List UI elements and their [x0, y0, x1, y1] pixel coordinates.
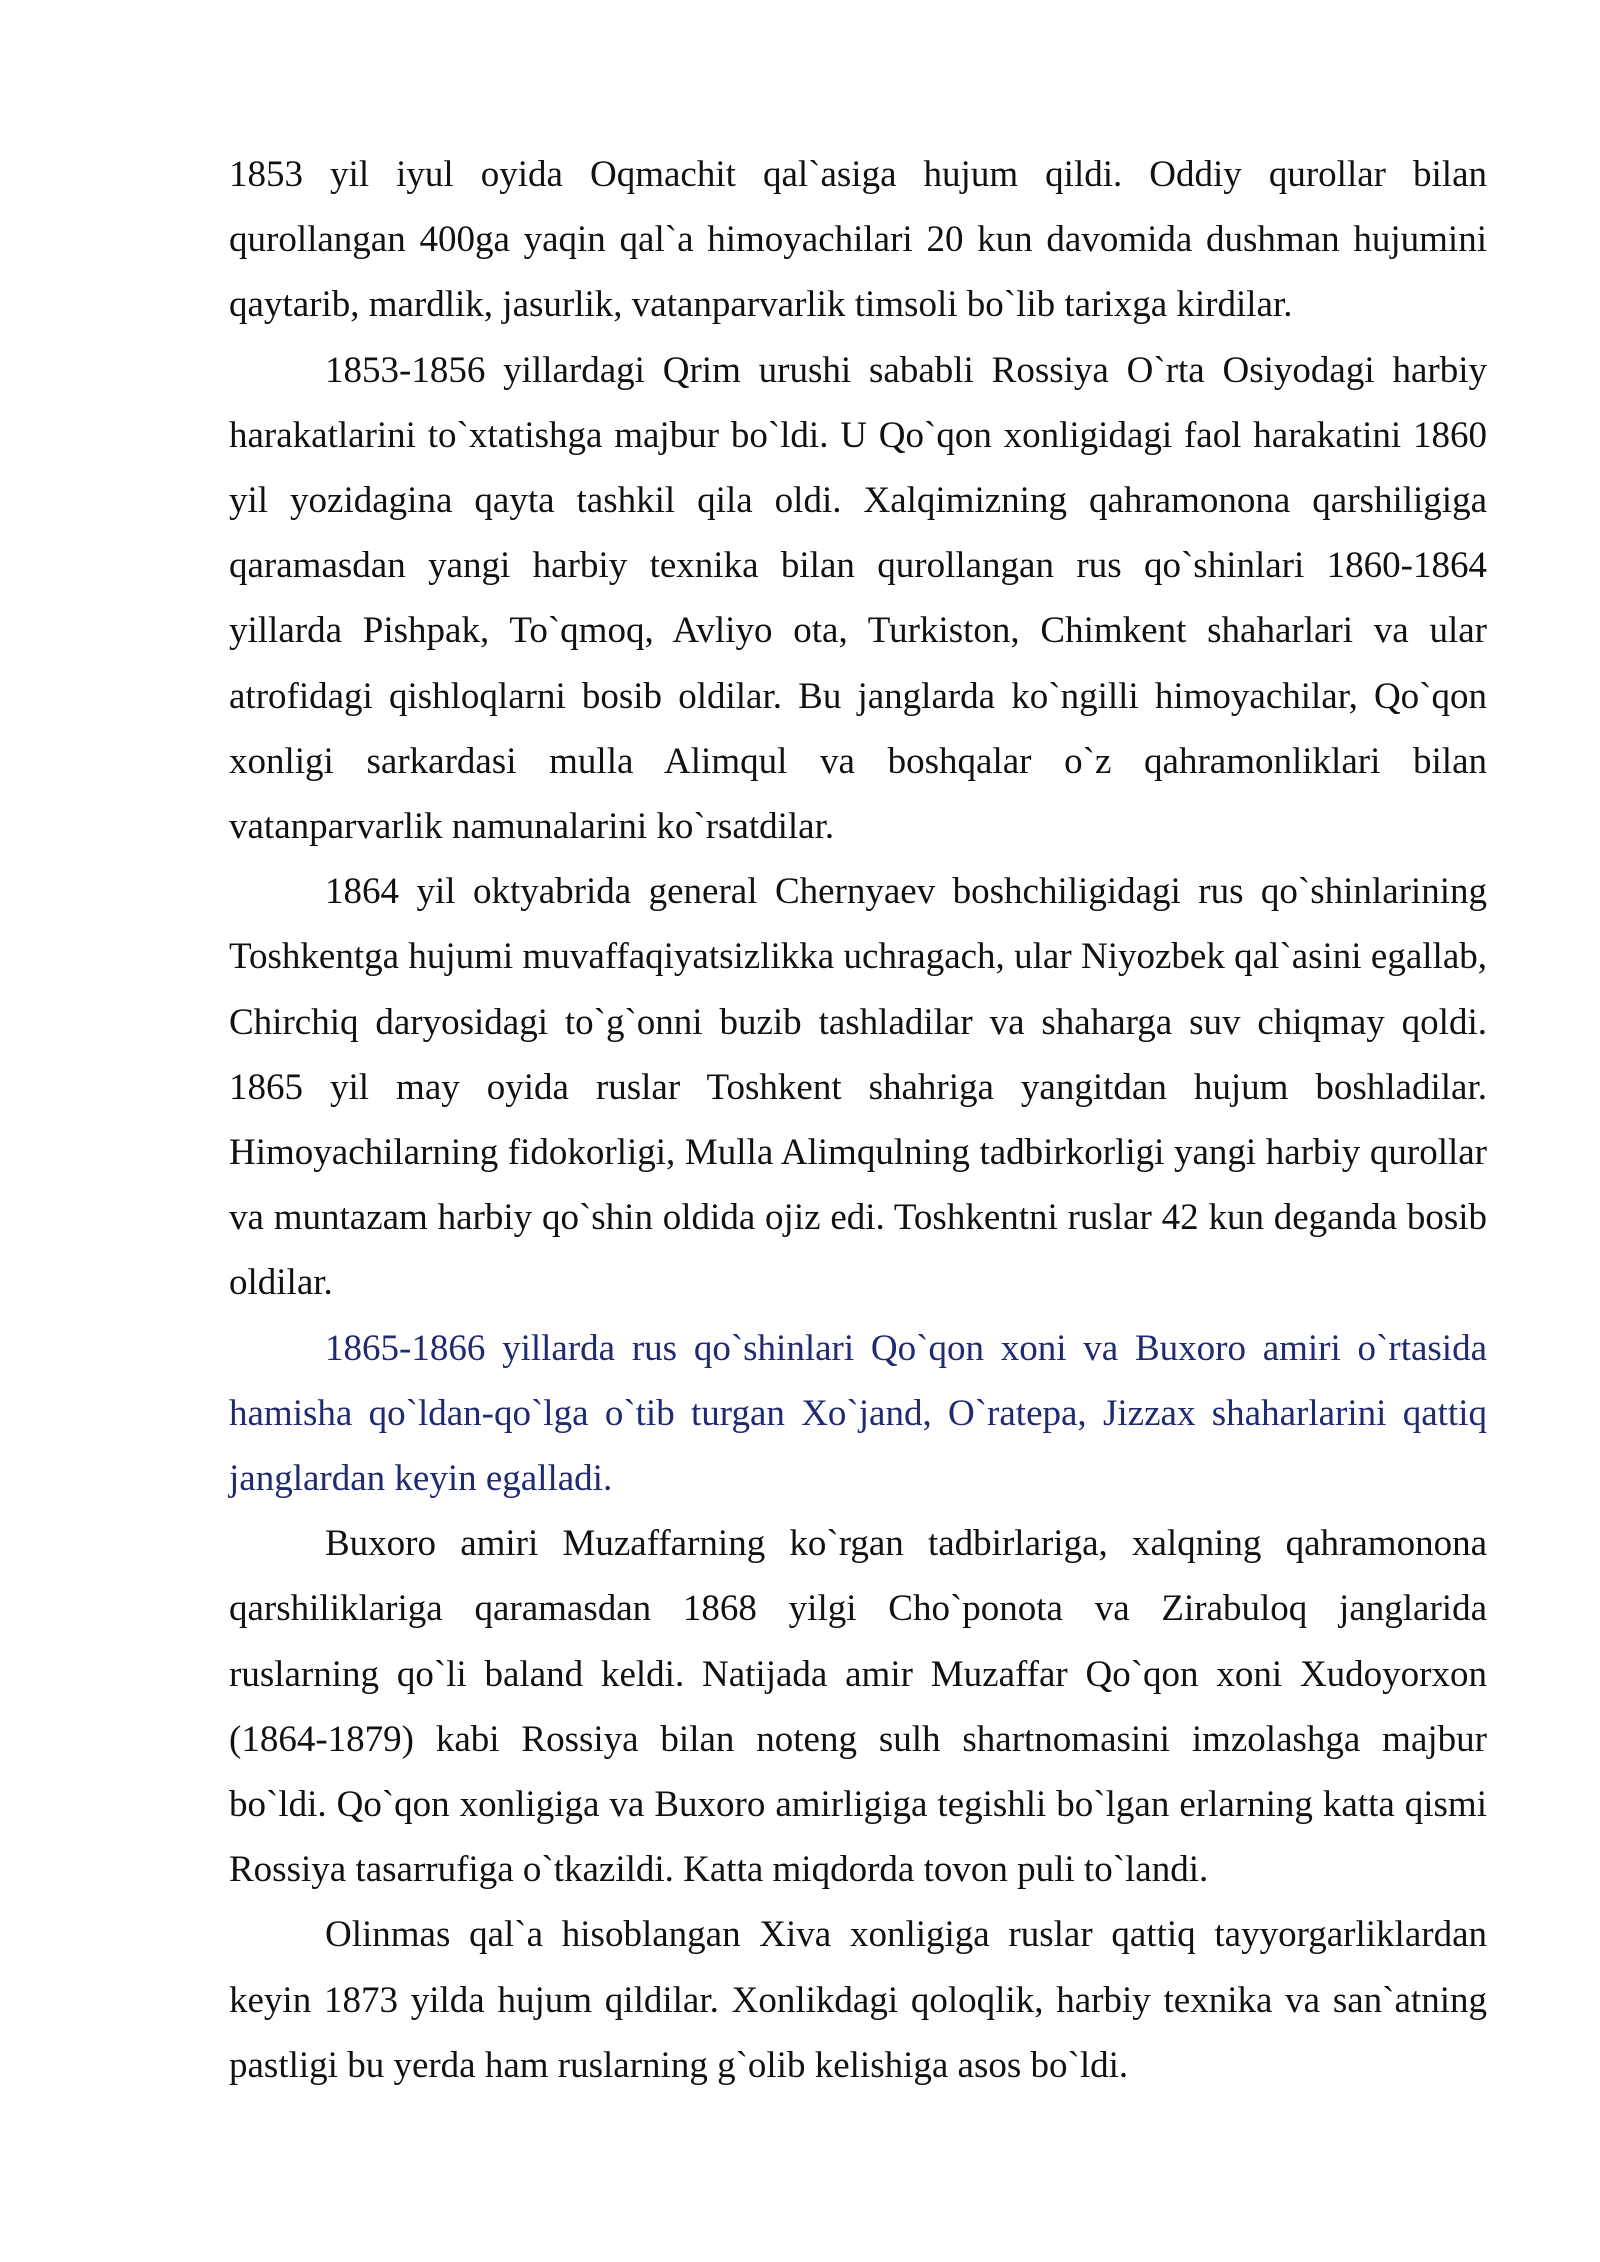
paragraph-4-highlighted: 1865-1866 yillarda rus qo`shinlari Qo`qon xoni va Buxoro amiri o`rtasida hamisha qo`ldan-qo`lga o`tib turgan Xo`jand, O`ratepa, Jizzax shaharlarini qattiq janglardan keyin egalladi.	[229, 1327, 1487, 1500]
document-page	[229, 142, 1487, 2098]
paragraph-1: 1853 yil iyul oyida Oqmachit qal`asiga hujum qildi. Oddiy qurollar bilan qurollangan 400ga yaqin qal`a himoyachilari 20 kun davomida dushman hujumini qaytarib, mardlik, jasurlik, vatanparvarlik timsoli bo`lib tarixga kirdilar.	[229, 154, 1487, 326]
paragraph-6: Olinmas qal`a hisoblangan Xiva xonligiga ruslar qattiq tayyorgarliklardan keyin 1873 yilda hujum qildilar. Xonlikdagi qoloqlik, harbiy texnika va san`atning pastligi bu yerda ham ruslarning g`olib kelishiga asos bo`ldi.	[229, 1914, 1487, 2086]
paragraph-2: 1853-1856 yillardagi Qrim urushi sababli Rossiya O`rta Osiyodagi harbiy harakatlarini to`xtatishga majbur bo`ldi. U Qo`qon xonligidagi faol harakatini 1860 yil yozidagina qayta tashkil qila oldi. Xalqimizning qahramonona qarshiligiga qaramasdan yangi harbiy texnika bilan qurollangan rus qo`shinlari 1860-1864 yillarda Pishpak, To`qmoq, Avliyo ota, Turkiston, Chimkent shaharlari va ular atrofidagi qishloqlarni bosib oldilar. Bu janglarda ko`ngilli himoyachilar, Qo`qon xonligi sarkardasi mulla Alimqul va boshqalar o`z qahramonliklari bilan vatanparvarlik namunalarini ko`rsatdilar.	[229, 349, 1487, 848]
paragraph-3: 1864 yil oktyabrida general Chernyaev boshchiligidagi rus qo`shinlarining Toshkentga hujumi muvaffaqiyatsizlikka uchragach, ular Niyozbek qal`asini egallab, Chirchiq daryosidagi to`g`onni buzib tashladilar va shaharga suv chiqmay qoldi. 1865 yil may oyida ruslar Toshkent shahriga yangitdan hujum boshladilar. Himoyachilarning fidokorligi, Mulla Alimqulning tadbirkorligi yangi harbiy qurollar va muntazam harbiy qo`shin oldida ojiz edi. Toshkentni ruslar 42 kun deganda bosib oldilar.	[229, 871, 1487, 1304]
paragraph-5: Buxoro amiri Muzaffarning ko`rgan tadbirlariga, xalqning qahramonona qarshiliklariga qaramasdan 1868 yilgi Cho`ponota va Zirabuloq janglarida ruslarning qo`li baland keldi. Natijada amir Muzaffar Qo`qon xoni Xudoyorxon (1864-1879) kabi Rossiya bilan noteng sulh shartnomasini imzolashga majbur bo`ldi. Qo`qon xonligiga va Buxoro amirligiga tegishli bo`lgan erlarning katta qismi Rossiya tasarrufiga o`tkazildi. Katta miqdorda tovon puli to`landi.	[229, 1523, 1487, 1891]
